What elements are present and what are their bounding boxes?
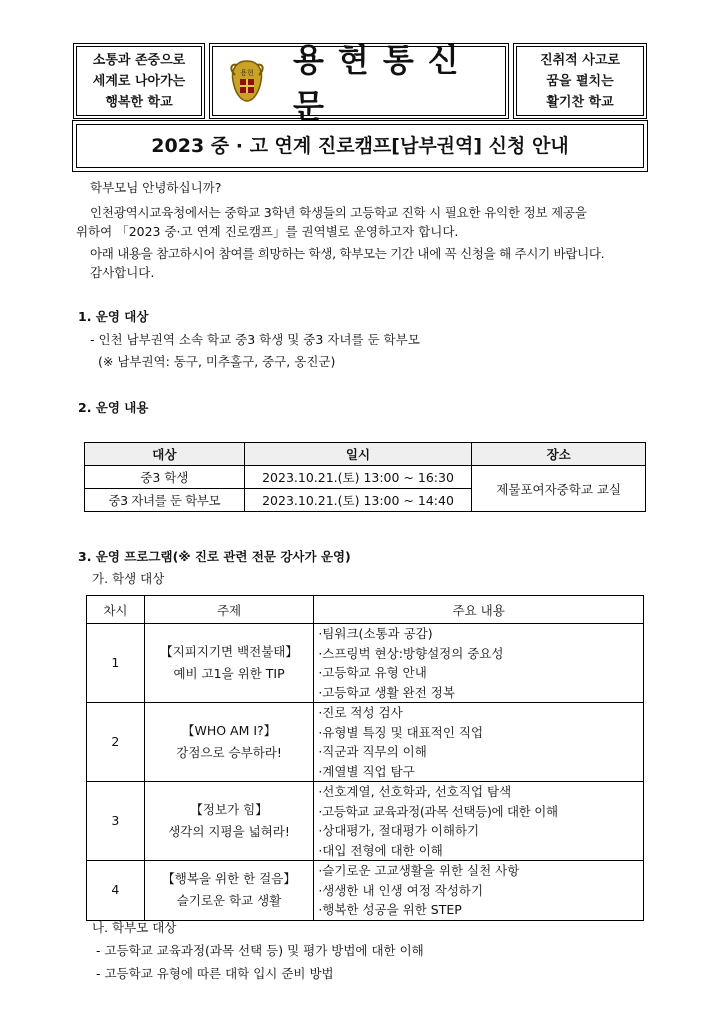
session-number: 3 xyxy=(87,782,145,861)
topic-title: 【지피지기면 백전불태】 xyxy=(160,644,298,659)
right-motto-box xyxy=(516,46,644,116)
topic-subtitle: 강점으로 승부하라! xyxy=(176,745,282,760)
content-item: ·직군과 직무의 이해 xyxy=(318,744,427,759)
session-number: 1 xyxy=(87,624,145,703)
table-row xyxy=(85,466,646,489)
topic-title: 【WHO AM I?】 xyxy=(181,723,277,738)
topic-title: 【정보가 힘】 xyxy=(190,802,268,817)
contents-cell xyxy=(314,782,644,861)
content-item: ·행복한 성공을 위한 STEP xyxy=(318,902,462,917)
left-motto-line: 세계로 나아가는 xyxy=(92,73,186,89)
content-item: ·상대평가, 절대평가 이해하기 xyxy=(318,823,480,838)
content-item: ·생생한 내 인생 여정 작성하기 xyxy=(318,882,484,898)
left-motto-line: 행복한 학교 xyxy=(105,94,173,110)
thanks-text: 감사합니다. xyxy=(90,265,155,280)
schedule-table xyxy=(84,442,646,512)
right-motto-line: 활기찬 학교 xyxy=(546,94,614,110)
topic-subtitle: 슬기로운 학교 생활 xyxy=(176,893,282,909)
session-number: 4 xyxy=(87,861,145,921)
contents-cell xyxy=(314,624,644,703)
topic-cell xyxy=(144,782,314,861)
table-row xyxy=(87,782,644,861)
content-item: ·선호계열, 선호학과, 선호직업 탐색 xyxy=(318,784,512,799)
left-motto-box xyxy=(76,46,202,116)
topic-cell xyxy=(144,861,314,921)
section-1-heading: 1. 운영 대상 xyxy=(78,309,149,324)
document-title: 2023 중 · 고 연계 진로캠프[남부권역] 신청 안내 xyxy=(76,124,644,168)
emblem-text: 용현 xyxy=(240,69,254,77)
column-header: 장소 xyxy=(472,443,646,466)
intro-paragraph-2: 아래 내용을 참고하시어 참여를 희망하는 학생, 학부모는 기간 내에 꼭 신청을 해 주시기 바랍니다. xyxy=(90,246,605,261)
parent-item: - 고등학교 교육과정(과목 선택 등) 및 평가 방법에 대한 이해 xyxy=(96,943,424,958)
target-line: - 인천 남부권역 소속 학교 중3 학생 및 중3 자녀를 둔 학부모 xyxy=(90,332,420,347)
school-emblem-icon xyxy=(227,57,267,105)
right-motto-line: 진취적 사고로 xyxy=(540,52,620,68)
right-motto-line: 꿈을 펼치는 xyxy=(546,73,614,89)
target-cell: 중3 학생 xyxy=(85,466,245,489)
column-header: 대상 xyxy=(85,443,245,466)
table-row xyxy=(87,624,644,703)
session-number: 2 xyxy=(87,703,145,782)
region-note: (※ 남부권역: 동구, 미추홀구, 중구, 옹진군) xyxy=(98,354,336,369)
content-item: ·팀워크(소통과 공감) xyxy=(318,626,433,641)
topic-cell xyxy=(144,703,314,782)
masthead xyxy=(212,41,506,125)
datetime-cell: 2023.10.21.(토) 13:00 ~ 16:30 xyxy=(244,466,472,489)
greeting: 학부모님 안녕하십니까? xyxy=(90,180,222,195)
left-motto-line: 소통과 존중으로 xyxy=(92,52,186,68)
content-item: ·유형별 특징 및 대표적인 직업 xyxy=(318,724,484,740)
table-row xyxy=(87,861,644,921)
content-item: ·스프링벅 현상:방향설정의 중요성 xyxy=(318,645,504,661)
content-item: ·계열별 직업 탐구 xyxy=(318,763,415,779)
topic-subtitle: 예비 고1을 위한 TIP xyxy=(173,666,285,681)
section-3-heading: 3. 운영 프로그램(※ 진로 관련 전문 강사가 운영) xyxy=(78,549,351,564)
content-item: ·슬기로운 고교생활을 위한 실천 사항 xyxy=(318,863,520,878)
content-item: ·고등학교 생활 완전 정복 xyxy=(318,684,455,700)
program-table xyxy=(86,595,644,921)
parent-item: - 고등학교 유형에 따른 대학 입시 준비 방법 xyxy=(96,966,334,981)
contents-cell xyxy=(314,703,644,782)
place-cell: 제물포여자중학교 교실 xyxy=(472,466,646,512)
target-cell: 중3 자녀를 둔 학부모 xyxy=(85,489,245,512)
section-2-heading: 2. 운영 내용 xyxy=(78,400,149,415)
topic-title: 【행복을 위한 한 걸음】 xyxy=(162,871,296,887)
parent-target-label: 나. 학부모 대상 xyxy=(92,920,177,935)
column-header: 일시 xyxy=(244,443,472,466)
column-header: 주요 내용 xyxy=(314,596,644,624)
content-item: ·고등학교 교육과정(과목 선택등)에 대한 이해 xyxy=(318,803,558,819)
column-header: 주제 xyxy=(144,596,314,624)
table-row xyxy=(87,703,644,782)
topic-cell xyxy=(144,624,314,703)
intro-paragraph-1: 인천광역시교육청에서는 중학교 3학년 학생들의 고등학교 진학 시 필요한 유익한 정보 제공을 xyxy=(90,205,587,220)
student-target-label: 가. 학생 대상 xyxy=(92,571,165,586)
content-item: ·고등학교 유형 안내 xyxy=(318,665,427,680)
masthead-title: 용현통신문 xyxy=(293,41,473,125)
datetime-cell: 2023.10.21.(토) 13:00 ~ 14:40 xyxy=(244,489,472,512)
topic-subtitle: 생각의 지평을 넓혀라! xyxy=(168,824,290,839)
content-item: ·대입 전형에 대한 이해 xyxy=(318,842,443,858)
column-header: 차시 xyxy=(87,596,145,624)
contents-cell xyxy=(314,861,644,921)
content-item: ·진로 적성 검사 xyxy=(318,705,403,720)
intro-paragraph-1-cont: 위하여 「2023 중·고 연계 진로캠프」를 권역별로 운영하고자 합니다. xyxy=(76,224,459,239)
